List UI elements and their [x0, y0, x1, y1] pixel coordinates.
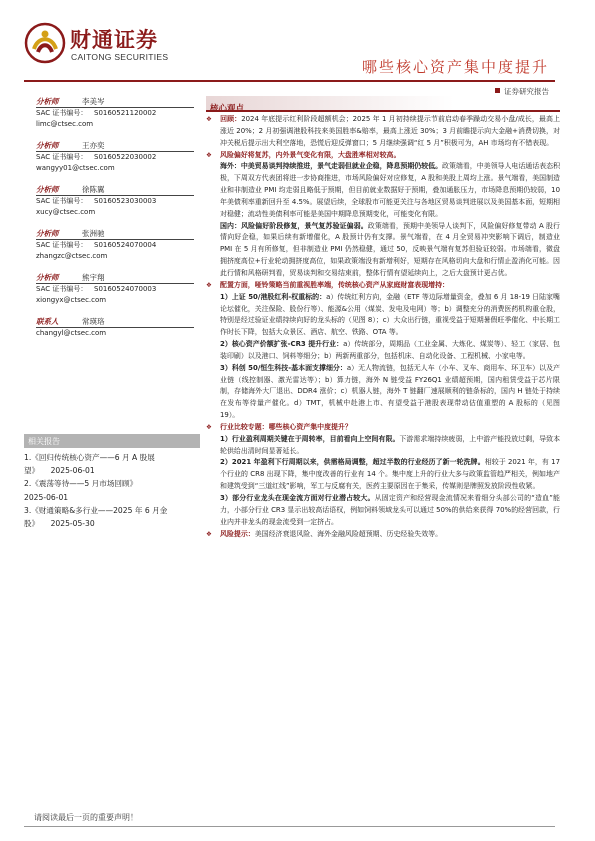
related-report-line[interactable]: 2.《震荡等待——5 月市场回顾》: [24, 479, 138, 489]
cert-label: SAC 证书编号：: [36, 153, 88, 161]
analyst-name: 王亦奕: [82, 141, 105, 150]
allocation-heading: ❖ 配置方面，哑铃策略当前重视胜率端，传统核心资产从家庭财富表现增持：: [206, 280, 560, 292]
cert-number: S0160524070004: [94, 241, 157, 249]
analyst-role: 分析师: [36, 97, 59, 106]
analyst-role: 分析师: [36, 185, 59, 194]
industry-point-2: 2）2021 年盈利下行周期以来，供需格局调整，超过半数的行业经历了新一轮洗牌。相较于 2021 年，有 17 个行业的 CR8 出现下降，集中度改善的行业有 14 个。集中度上升的行业大多与政策监管趋严相关，例如地产和建筑受到“三道红线”影响，军工与反腐有关，医药主要原因在于集采，传媒则是牌照发放阶段性收紧。: [220, 458, 560, 491]
analyst-email[interactable]: wangyy01@ctsec.com: [36, 164, 115, 172]
cert-label: SAC 证书编号：: [36, 285, 88, 293]
analyst-card: [36, 272, 194, 306]
risk-appetite-heading: ❖ 风险偏好将复苏，内外景气变化有限，大盘胜率相对较高。: [206, 150, 560, 162]
related-reports-list: [24, 448, 200, 530]
disclaimer-note: 请阅读最后一页的重要声明！: [34, 813, 138, 822]
analyst-email[interactable]: limc@ctsec.com: [36, 120, 94, 128]
analyst-card: [36, 228, 194, 262]
analyst-name: 徐陈翼: [82, 185, 105, 194]
analyst-card: [36, 184, 194, 218]
industry-topic-heading: ❖ 行业比较专题：哪些核心资产集中度提升？: [206, 422, 560, 434]
domestic-paragraph: 国内：风险偏好阶段修复，景气复苏验证偏弱。政策端看，预期中美领导人谈判下，风险偏好修复带动 A 股行情向好企稳，如果后续有新增催化，A 股预计仍有支撑。景气端看，在 4 月全贸易冲突影响下调后，制造业 PMI 在 5 月有所修复，但非制造业 PMI 仍然稳健，通过 50，反映景气端有复苏但验证较弱。市场端看，微盘拥挤度高位+行业轮动拥挤度高位，如果政策端没有新增利好，短期存在风格切向大盘和行情止盈消化可能。因此行情和风格研判看，贸易谈判和交易结束前，整体行情有望延续向上，之后大盘预计更占优。: [220, 221, 560, 277]
related-report-line: 股》 2025-05-30: [24, 519, 95, 529]
core-views-section: [206, 96, 560, 540]
review-paragraph: ❖ 回顾：2024 年底提示红利阶段超额机会；2025 年 1 月初持续提示节前启动春季躁动交易小盘/成长，最高上涨近 20%；2 月初强调港股科技来美国胜率&赔率，最高上涨近 30%；3 月前瞻提示向大金融+消费切换，对冲关税后提示出大利空落地，恐慌后迎反弹窗口；5 月继续强调“红 5 月”积极可为，AH 市场均有不错表现。: [206, 114, 560, 150]
related-report-line: 望》 2025-06-01: [24, 466, 95, 476]
analyst-name: 张洲驰: [82, 229, 105, 238]
cert-number: S0160521120002: [94, 109, 157, 117]
logo-text-cn: 财通证券: [70, 28, 158, 52]
industry-point-1: 1）行业盈利周期关键在于周转率，目前看向上空间有限。下游需求端持续疲弱，上中游产能投放过剩，导致本轮供给出清时间显著延长。: [220, 434, 561, 455]
related-report-line[interactable]: 3.《财通策略&多行业——2025 年 6 月金: [24, 505, 168, 515]
analyst-email[interactable]: xiongyx@ctsec.com: [36, 296, 107, 304]
cert-number: S0160524070003: [94, 285, 157, 293]
analyst-role: 分析师: [36, 229, 59, 238]
analyst-email[interactable]: zhangzc@ctsec.com: [36, 252, 108, 260]
related-report-line: 2025-06-01: [24, 492, 69, 502]
allocation-item-1: 1）上证 50/港股红利-权重标的：a）传统红利方向，金融（ETF 等边际增量资金，叠加 6 月 18-19 日陆家嘴论坛催化，关注保险、股份行等）、能源&公用（煤炭、发电及电网）等；b）调整充分的消费医药机构重仓股，特别是经过验证业绩持续向好的龙头标的（见图 8）；c）大众出行链，重视受益于短期暑假旺季催化、中长期工作时长下降，包括大众景区、酒店、航空、铁路、OTA 等。: [220, 292, 560, 337]
logo-text-en: CAITONG SECURITIES: [71, 52, 169, 62]
analyst-card: [36, 96, 194, 130]
related-report-line[interactable]: 1.《回归传统核心资产——6 月 A 股展: [24, 453, 155, 462]
cert-label: SAC 证书编号：: [36, 197, 88, 205]
footer-divider: [24, 826, 555, 827]
caitong-logo-icon: [24, 22, 66, 64]
logo: [24, 22, 184, 68]
contact-email[interactable]: changyl@ctsec.com: [36, 329, 107, 337]
analyst-email[interactable]: xucy@ctsec.com: [36, 208, 96, 216]
allocation-item-3: 3）科创 50/恒生科技-基本面支撑细分：a）无人物流链，包括无人车（小车、叉车、商用车、环卫车）以及产业链（线控制器、激光雷达等）；b）算力链，海外 N 链受益 FY26Q1 业绩超预期，国内租赁受益于芯片限制，存储海外大厂退出、DDR4 涨价；c）机器人链，海外 T 链翻厂速展顺利的链条标的，国内 H 链处于持续在发布等待量产催化。d）TMT，机械中赴港上市、有望受益于港股表现带动估值重塑的 A 股标的（见图 19）。: [220, 363, 560, 420]
related-reports-title: 相关报告: [24, 434, 200, 448]
analyst-card: [36, 140, 194, 174]
cert-number: S0160522030002: [94, 153, 157, 161]
analyst-role: 分析师: [36, 141, 59, 150]
risk-warning: ❖ 风险提示：美国经济衰退风险、海外金融风险超预期、历史经验失效等。: [206, 529, 560, 541]
header-divider: [24, 80, 555, 82]
analyst-name: 李美岑: [82, 97, 105, 106]
analyst-panel: [36, 96, 194, 349]
report-title: 哪些核心资产集中度提升: [361, 58, 549, 76]
core-views-body: [206, 112, 560, 540]
allocation-item-2: 2）核心资产价额扩张-CR3 提升行业：a）传统部分，周期品（工业金属、大炼化、煤炭等）、轻工（家居、包装印刷）以及港口、饲料等细分；b）两新两重部分，包括机床、自动化设备、工程机械、小家电等。: [220, 340, 560, 360]
related-reports: [24, 434, 200, 530]
contact-card: [36, 316, 194, 339]
core-views-header: [206, 96, 560, 112]
contact-name: 常瑛珞: [82, 317, 105, 326]
analyst-name: 熊宇翔: [82, 273, 105, 282]
overseas-paragraph: 海外：中美贸易谈判持续推进，景气走弱但就业企稳，降息预期仍较低。政策端看，中美领导人电话通话表态积极，下周双方代表团将进一步协商推进，市场风险偏好对应修复，A 股和美股上周均上涨。景气端看，美国制造业和非制造业 PMI 均走弱且略低于预期，但目前就业数据好于预期，叠加通胀压力，市场降息预期仍较弱，10 年美债利率重新回升至 4.5%。展望后续，全球股市可能更关注与各地区贸易谈判进展以及美国基本面，短期相对稳健；流动性美债利率可能是美国中期降息预期变化，可能变化有限。: [220, 162, 561, 218]
contact-role: 联系人: [36, 317, 59, 326]
cert-label: SAC 证书编号：: [36, 109, 88, 117]
analyst-role: 分析师: [36, 273, 59, 282]
report-type-tag: 证券研究报告: [495, 86, 549, 97]
cert-label: SAC 证书编号：: [36, 241, 88, 249]
cert-number: S0160523030003: [94, 197, 157, 205]
industry-point-3: 3）部分行业龙头在现金流方面对行业潜占较大。从固定资产和经营现金流情况来看细分头部公司的“造血”能力，小部分行业 CR3 显示出较高话语权，例如饲料领域龙头可以通过 50%的供给来获得 70%的经营回款，行业内并非龙头的现金流受到一定挤占。: [220, 494, 560, 526]
core-views-title: 核心观点: [210, 104, 245, 114]
